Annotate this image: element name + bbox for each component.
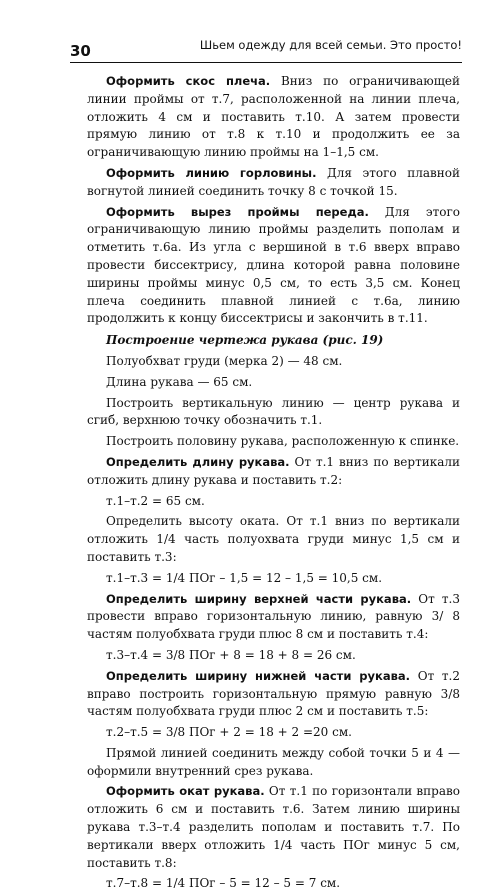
- paragraph-text-line: Определить высоту оката. От т.1 вниз по вертикали отложить 1/4 часть полуохвата груди минус 1,5 см и поставить т.3:: [87, 514, 460, 564]
- paragraph-shoulder-slope: [87, 73, 460, 162]
- figure-reference: (рис. 19): [318, 333, 384, 348]
- paragraph-neckline: [87, 165, 460, 201]
- paragraph-text: Вниз по ограничивающей линии проймы от т.7, расположенной на линии плеча, отложить 4 см и поставить т.10. А затем провести прямую линию от т.8 к т.10 и продолжить ее за ограничивающую линию проймы на 1–1,5 см.: [87, 74, 460, 160]
- page-number: 30: [70, 42, 91, 60]
- paragraph-lead: Определить длину рукава.: [106, 454, 290, 469]
- paragraph-lead: Определить ширину верхней части рукава.: [106, 591, 412, 606]
- paragraph-sleeve-length: [87, 454, 460, 490]
- formula-line: т.7–т.8 = 1/4 ПОг – 5 = 12 – 5 = 7 см.: [106, 876, 341, 891]
- page-body: [87, 73, 460, 896]
- paragraph-lead: Оформить вырез проймы переда.: [106, 204, 369, 219]
- paragraph-text: От т.1 по горизонтали вправо отложить 6 см и поставить т.6. Затем линию ширины рукава т.3–т.4 разделить пополам и поставить т.7. По вертикали вверх отложить 1/4 часть ПОг минус 5 см, поставить т.8:: [87, 784, 460, 870]
- paragraph-text-line: Прямой линией соединить между собой точки 5 и 4 — оформили внутренний срез рукава.: [87, 745, 460, 778]
- paragraph-text-line: Полуобхват груди (мерка 2) — 48 см.: [106, 353, 343, 368]
- paragraph-text-line: Построить вертикальную линию — центр рукава и сгиб, верхнюю точку обозначить т.1.: [87, 395, 460, 428]
- paragraph-text: От т.2 вправо построить горизонтальную прямую равную 3/8 частям полуобхвата груди плюс 2 см и поставить т.5:: [87, 668, 461, 719]
- paragraph-lead: Оформить скос плеча.: [106, 74, 271, 88]
- paragraph-lead: Определить ширину нижней части рукава.: [106, 668, 411, 683]
- paragraph-armhole-front: [87, 204, 460, 329]
- paragraph-text-line: Построить половину рукава, расположенную к спинке.: [106, 434, 460, 449]
- paragraph-text: От т.3 провести вправо горизонтальную линию, равную 3/ 8 частям полуобхвата груди плюс 8 см и поставить т.4:: [87, 591, 461, 642]
- paragraph-text: Для этого ограничивающую линию проймы разделить пополам и отметить т.6а. Из угла с вершиной в т.6 вверх вправо провести биссектрису, длина которой равна половине ширины проймы минус 0,5 см, то есть 3,5 см. Конец плеча соединить плавной линией с т.6а, линию продолжить к концу биссектрисы и закончить в т.11.: [87, 204, 460, 326]
- paragraph-text: От т.1 вниз по вертикали отложить длину рукава и поставить т.2:: [87, 454, 460, 487]
- formula-line: т.1–т.2 = 65 см.: [106, 493, 205, 508]
- paragraph-lead: Оформить окат рукава.: [106, 784, 265, 799]
- section-heading: [87, 332, 460, 350]
- running-title: Шьем одежду для всей семьи. Это просто!: [199, 38, 462, 52]
- formula-line: т.3–т.4 = 3/8 ПОг + 8 = 18 + 8 = 26 см.: [106, 647, 356, 662]
- paragraph-sleeve-cap: [87, 783, 460, 872]
- formula-line: т.2–т.5 = 3/8 ПОг + 2 = 18 + 2 =20 см.: [106, 725, 352, 740]
- page-header: [70, 36, 462, 63]
- formula-line: т.1–т.3 = 1/4 ПОг – 1,5 = 12 – 1,5 = 10,5 см.: [106, 570, 383, 585]
- paragraph-upper-width: [87, 591, 460, 644]
- section-heading-text: Построение чертежа рукава: [106, 333, 319, 348]
- paragraph-lower-width: [87, 668, 460, 721]
- paragraph-lead: Оформить линию горловины.: [106, 165, 317, 180]
- paragraph-text: Для этого плавной вогнутой линией соединить точку 8 с точкой 15.: [87, 165, 460, 198]
- paragraph-text-line: Длина рукава — 65 см.: [106, 374, 253, 389]
